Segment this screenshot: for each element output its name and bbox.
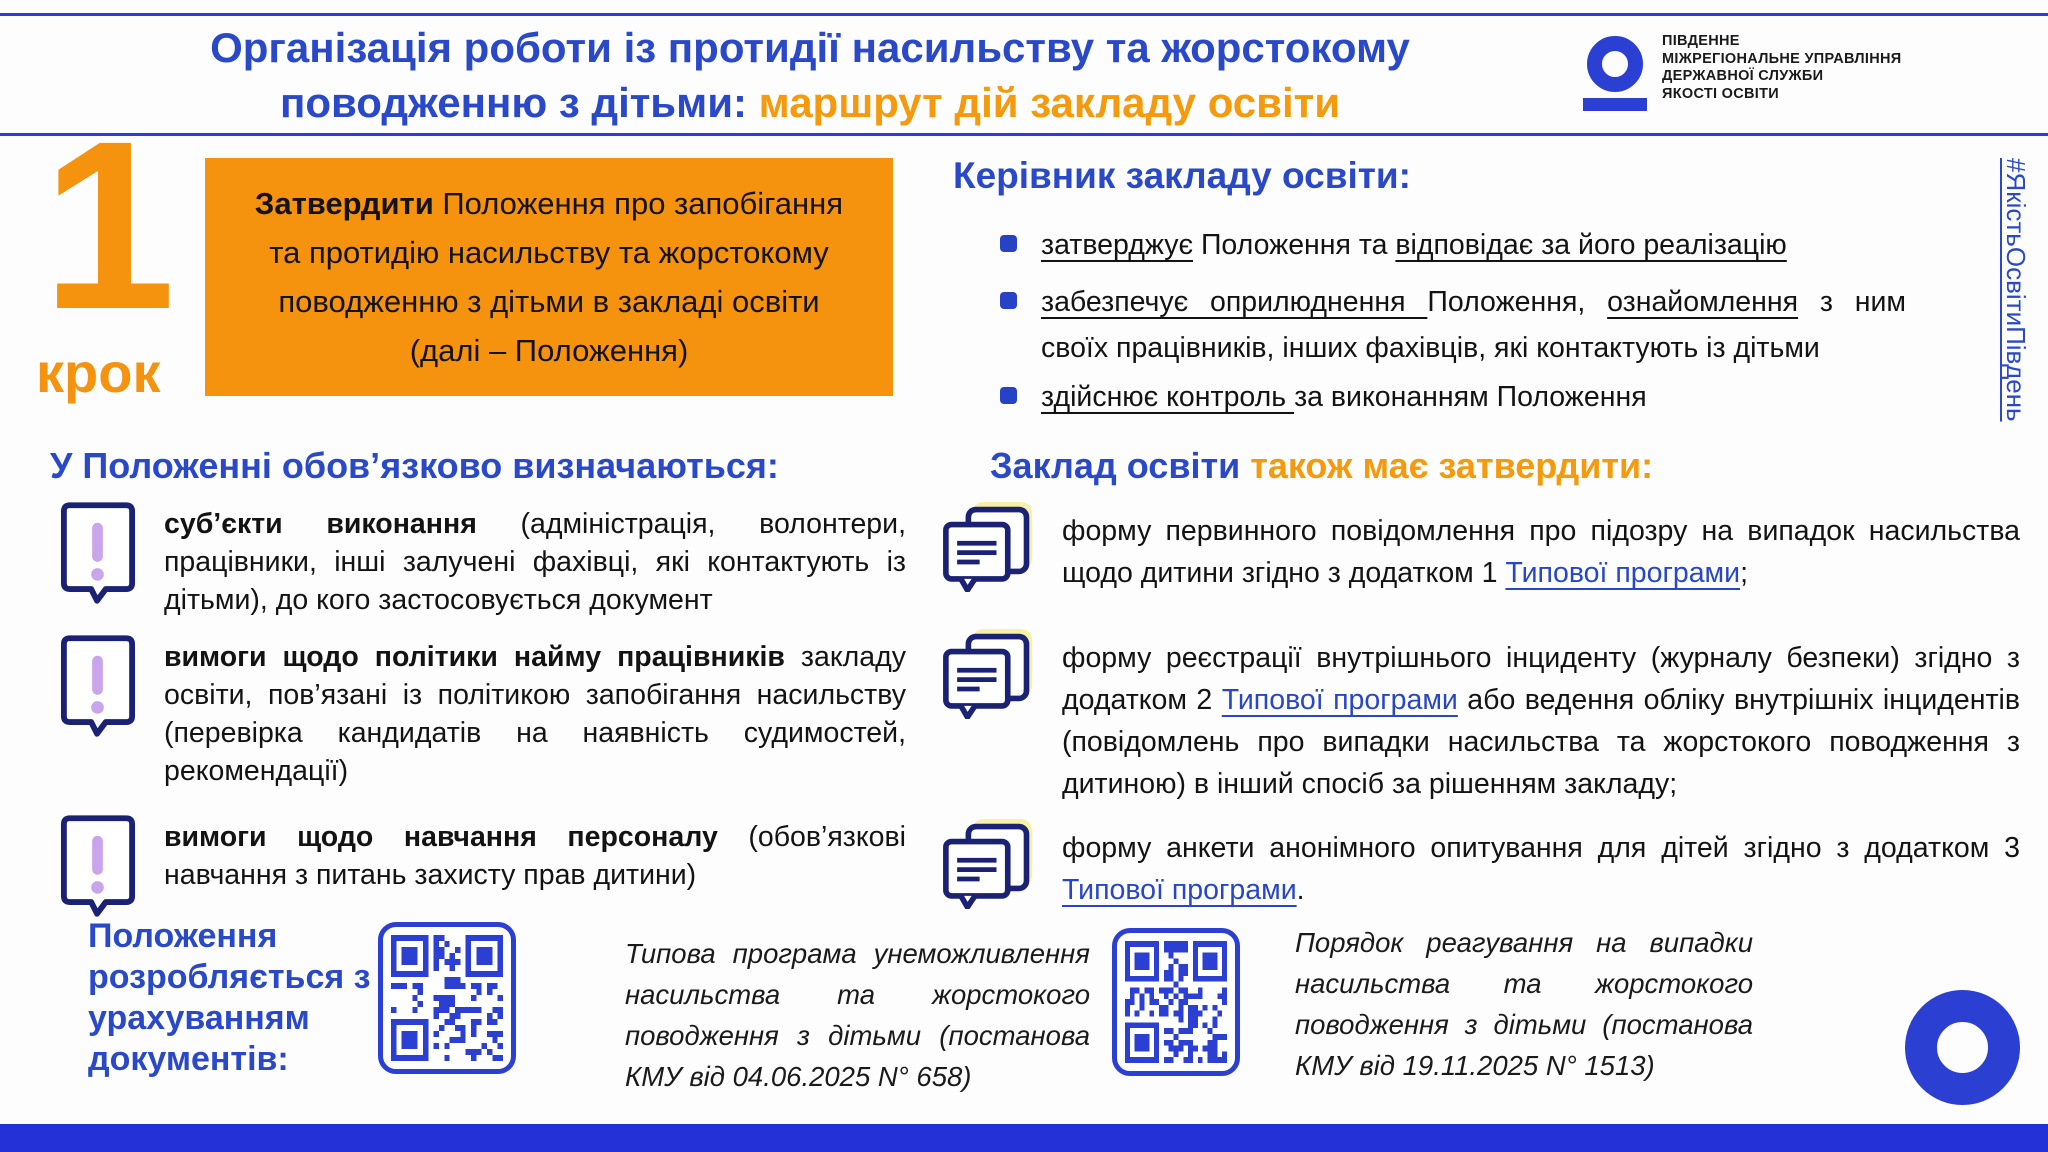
- qr-code-2: [1112, 928, 1240, 1076]
- approve-item: [942, 510, 2020, 597]
- provision-item-text: вимоги щодо навчання персоналу (обов’язкові навчання з питань захисту прав дитини): [164, 821, 906, 891]
- provision-item: [60, 505, 906, 619]
- chat-documents-icon: [942, 629, 1036, 805]
- typical-program-link[interactable]: Типової програми: [1505, 557, 1741, 589]
- director-bullet: [1000, 374, 1906, 420]
- director-bullet: [1000, 222, 1906, 268]
- step-number: 1: [42, 91, 176, 359]
- approve-item-text: форму реєстрації внутрішнього інциденту (журналу безпеки) згідно з додатком 2 Типової програми або ведення обліку внутрішніх інцидентів (повідомлень про випадки насильства та жорстокого поводження з дитиною) в інший спосіб за рішенням закладу;: [1062, 642, 2020, 800]
- director-heading: Керівник закладу освіти:: [953, 155, 1411, 196]
- title-line1: Організація роботи із протидії насильству та жорстокому: [210, 24, 1410, 71]
- provisions-heading: У Положенні обов’язково визначаються:: [50, 445, 779, 486]
- exclamation-bubble-icon: [60, 501, 136, 619]
- step-task-bold: Затвердити: [254, 186, 434, 221]
- title-line2-blue: поводженню з дітьми:: [279, 79, 759, 126]
- exclamation-bubble-icon: [60, 814, 136, 923]
- documents-heading: Положення розробляється з урахуванням документів:: [88, 917, 371, 1078]
- square-bullet-icon: [1000, 387, 1017, 404]
- chat-documents-icon: [942, 502, 1036, 597]
- approve-item-text: форму анкети анонімного опитування для дітей згідно з додатком 3 Типової програми.: [1062, 832, 2020, 906]
- logo-bar-icon: [1583, 98, 1647, 111]
- step-task-text: Положення про запобігання та протидію насильству та жорстокому поводженню з дітьми в закладі освіти (далі – Положення): [269, 186, 844, 368]
- page-title: [40, 20, 1580, 130]
- provision-item-text: вимоги щодо політики найму працівників закладу освіти, пов’язані із політикою запобігання насильству (перевірка кандидатів на наявність судимостей, рекомендації): [164, 641, 906, 787]
- footer-bar: [0, 1124, 2048, 1152]
- square-bullet-icon: [1000, 292, 1017, 309]
- step-label: крок: [36, 341, 161, 404]
- approve-item: [942, 827, 2020, 914]
- agency-logo: [1583, 36, 1647, 111]
- top-rule: [0, 13, 2048, 16]
- typical-program-link[interactable]: Типової програми: [1221, 684, 1458, 716]
- director-bullet-text: забезпечує оприлюднення Положення, ознайомлення з ним своїх працівників, інших фахівців, які контактують із дітьми: [1041, 286, 1907, 364]
- agency-name-line: ДЕРЖАВНОЇ СЛУЖБИ: [1662, 68, 1824, 84]
- approve-heading-blue: Заклад освіти: [990, 445, 1251, 486]
- provision-item: [60, 818, 906, 923]
- chat-documents-icon: [942, 819, 1036, 914]
- director-bullet-text: здійснює контроль за виконанням Положення: [1041, 381, 1647, 413]
- typical-program-link[interactable]: Типової програми: [1062, 874, 1297, 906]
- approve-item: [942, 637, 2020, 805]
- approve-heading-orange: також має затвердити:: [1250, 445, 1654, 486]
- exclamation-bubble-icon: [60, 634, 136, 790]
- square-bullet-icon: [1000, 235, 1017, 252]
- director-bullet-text: затверджує Положення та відповідає за його реалізацію: [1041, 229, 1787, 261]
- title-line2-orange: маршрут дій закладу освіти: [758, 79, 1341, 126]
- agency-name-line: МІЖРЕГІОНАЛЬНЕ УПРАВЛІННЯ: [1662, 50, 1902, 67]
- provision-item-text: суб’єкти виконання (адміністрація, волонтери, працівники, інші залучені фахівці, які контактують із дітьми), до кого застосовується документ: [164, 508, 906, 616]
- qr-code-1: [378, 922, 516, 1074]
- approve-heading: [990, 445, 1653, 487]
- agency-name-line: ЯКОСТІ ОСВІТИ: [1662, 85, 1780, 102]
- qr2-caption: Порядок реагування на випадки насильства та жорстокого поводження з дітьми (постанова КМУ від 19.11.2025 N° 1513): [1295, 927, 1753, 1081]
- agency-name-line: ПІВДЕННЕ: [1662, 33, 1740, 49]
- step-task-box: [205, 158, 893, 396]
- approve-item-text: форму первинного повідомлення про підозру на випадок насильства щодо дитини згідно з додатком 1 Типової програми;: [1062, 515, 2020, 589]
- hashtag-label: #ЯкістьОсвітиПівдень: [2001, 158, 2031, 422]
- footer-ring-icon: [1905, 990, 2020, 1105]
- header-rule: [0, 133, 2048, 136]
- provision-item: [60, 638, 906, 790]
- director-bullet: [1000, 279, 1906, 371]
- logo-ring-icon: [1587, 36, 1643, 92]
- agency-name: [1662, 33, 1901, 103]
- qr1-caption: Типова програма унеможливлення насильства та жорстокого поводження з дітьми (постанова КМУ від 04.06.2025 N° 658): [625, 938, 1090, 1092]
